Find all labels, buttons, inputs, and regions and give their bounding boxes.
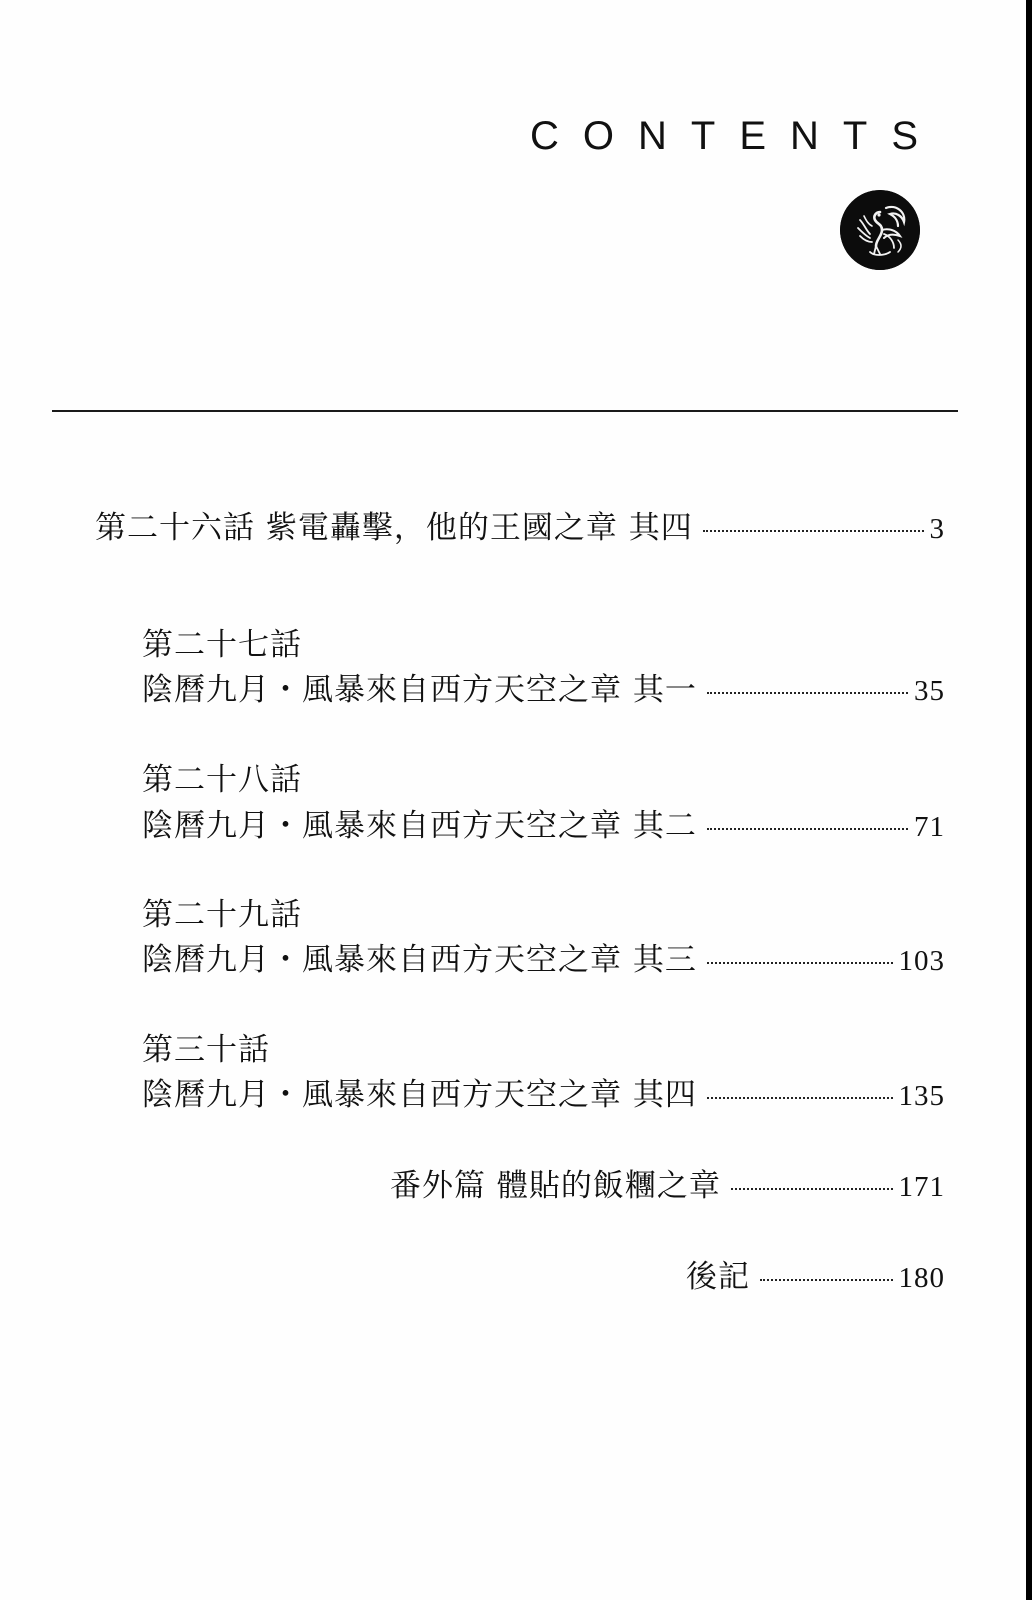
toc-page-number: 180 [898,1262,945,1294]
header-divider [52,410,958,412]
toc-entry-26[interactable] [95,508,945,549]
toc-entry-extra[interactable] [390,1166,945,1207]
toc-entry-title: 陰曆九月・風暴來自西方天空之章 其四 [142,1077,697,1113]
page-title: CONTENTS [530,114,942,158]
toc-page-number: 71 [914,811,945,843]
toc-chapter-label-28: 第二十八話 [142,762,302,798]
toc-chapter-label-27: 第二十七話 [142,627,302,663]
toc-entry-title: 陰曆九月・風暴來自西方天空之章 其二 [142,808,697,844]
dot-leader [760,1279,893,1281]
toc-entry-29[interactable] [142,940,945,981]
phoenix-emblem-icon [840,190,920,270]
toc-entry-afterword[interactable] [686,1257,945,1298]
toc-page-number: 135 [898,1080,945,1112]
toc-page-number: 3 [929,513,945,545]
toc-entry-title: 番外篇 體貼的飯糰之章 [390,1168,721,1204]
toc-entry-title: 後記 [686,1259,750,1295]
toc-entry-title: 陰曆九月・風暴來自西方天空之章 其三 [142,942,697,978]
toc-entry-title: 陰曆九月・風暴來自西方天空之章 其一 [142,672,697,708]
dot-leader [707,1097,893,1099]
dot-leader [707,828,908,830]
page-edge-bar [1026,0,1032,1600]
toc-entry-27[interactable] [142,670,945,711]
toc-page-number: 35 [914,675,945,707]
toc-page-number: 171 [898,1171,945,1203]
dot-leader [707,692,908,694]
dot-leader [703,530,924,532]
toc-entry-30[interactable] [142,1075,945,1116]
toc-chapter-label-29: 第二十九話 [142,897,302,933]
toc-page-number: 103 [898,945,945,977]
dot-leader [707,962,893,964]
toc-chapter-label-30: 第三十話 [142,1032,270,1068]
toc-entry-28[interactable] [142,806,945,847]
toc-entry-title: 第二十六話 紫電轟擊，他的王國之章 其四 [95,510,693,546]
dot-leader [731,1188,893,1190]
